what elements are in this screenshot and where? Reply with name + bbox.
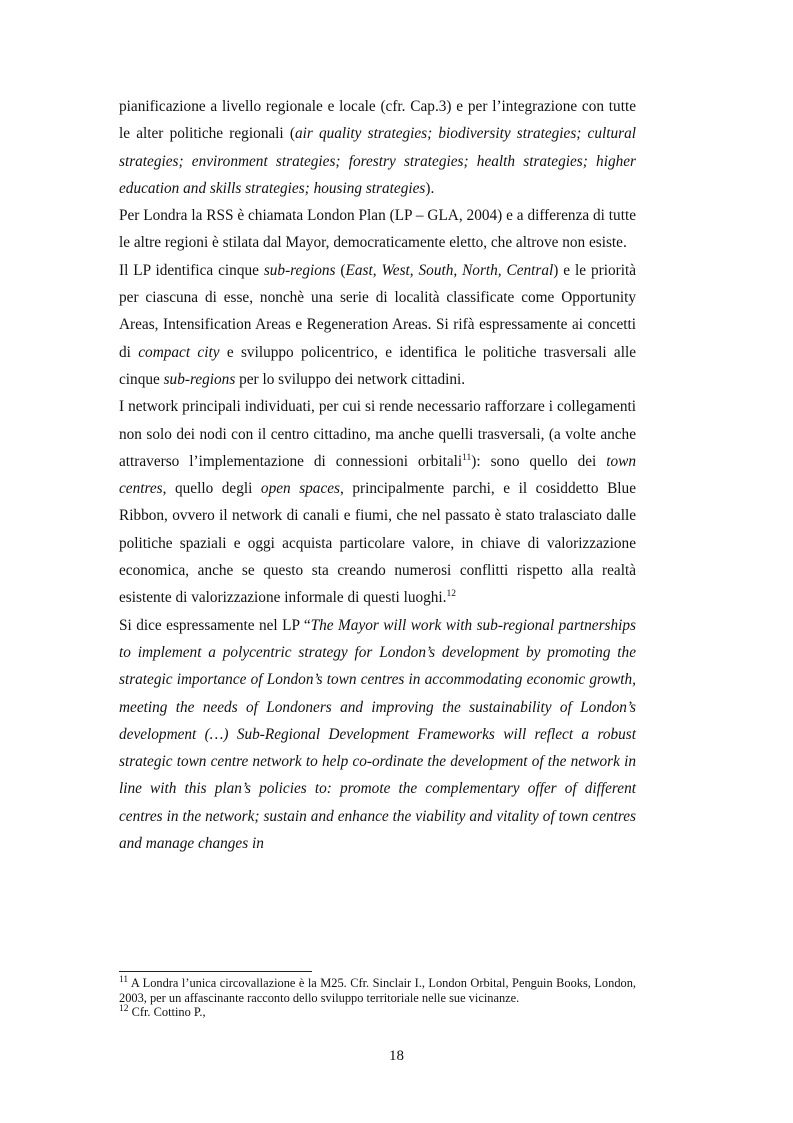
page-number: 18 xyxy=(389,1048,404,1064)
paragraph-2: Per Londra la RSS è chiamata London Plan (LP – GLA, 2004) e a differenza di tutte le altre regioni è stilata dal Mayor, democraticamente eletto, che altrove non esiste. xyxy=(119,207,636,252)
footnote-ref-11[interactable]: 11 xyxy=(462,452,472,463)
footnote-11: $^{11}$ A Londra l’unica circovallazione è la M25. Cfr. Sinclair I., London Orbital, Penguin Books, London, 2003, per un affascinante racconto dello sviluppo territoriale nelle sue vicinanze. xyxy=(119,974,636,1005)
body-text xyxy=(119,93,636,857)
footnote-separator xyxy=(119,971,312,972)
footnotes xyxy=(119,976,636,1020)
paragraph-3: Il LP identifica cinque sub-regions (East, West, South, North, Central) e le priorità per ciascuna di esse, nonchè una serie di località classificate come Opportunity Areas, Intensification Areas e Regeneration Areas. Si rifà espressamente ai concetti di compact city e sviluppo policentrico, e identifica le politiche trasversali alle cinque sub-regions per lo sviluppo dei network cittadini. xyxy=(119,261,636,388)
paragraph-4: I network principali individuati, per cui si rende necessario rafforzare i collegamenti non solo dei nodi con il centro cittadino, ma anche quelli trasversali, (a volte anche attraverso l’implementazione di connessioni orbitali$^{11}$): sono quello dei town centres, quello degli open spaces, principalmente parchi, e il cosiddetto Blue Ribbon, ovvero il network di canali e fiumi, che nel passato è stato tralasciato dalle politiche spaziali e oggi acquista particolare valore, in chiave di valorizzazione economica, anche se questo sta creando numerosi conflitti rispetto alla realtà esistente di valorizzazione informale di questi luoghi.$^{12}$ xyxy=(119,398,636,607)
footnote-ref-12[interactable]: 12 xyxy=(446,589,457,600)
footnote-12: $^{12}$ Cfr. Cottino P., xyxy=(119,1004,206,1020)
paragraph-5: Si dice espressamente nel LP “The Mayor will work with sub-regional partnerships to implement a polycentric strategy for London’s development by promoting the strategic importance of London’s town centres in accommodating economic growth, meeting the needs of Londoners and improving the sustainability of London’s development (…) Sub-Regional Development Frameworks will reflect a robust strategic town centre network to help co-ordinate the development of the network in line with this plan’s policies to: promote the complementary offer of different centres in the network; sustain and enhance the viability and vitality of town centres and manage changes in xyxy=(119,616,637,853)
paragraph-1: pianificazione a livello regionale e locale (cfr. Cap.3) e per l’integrazione con tutte le alter politiche regionali (air quality strategies; biodiversity strategies; cultural strategies; environment strategies; forestry strategies; health strategies; higher education and skills strategies; housing strategies). xyxy=(119,98,636,197)
